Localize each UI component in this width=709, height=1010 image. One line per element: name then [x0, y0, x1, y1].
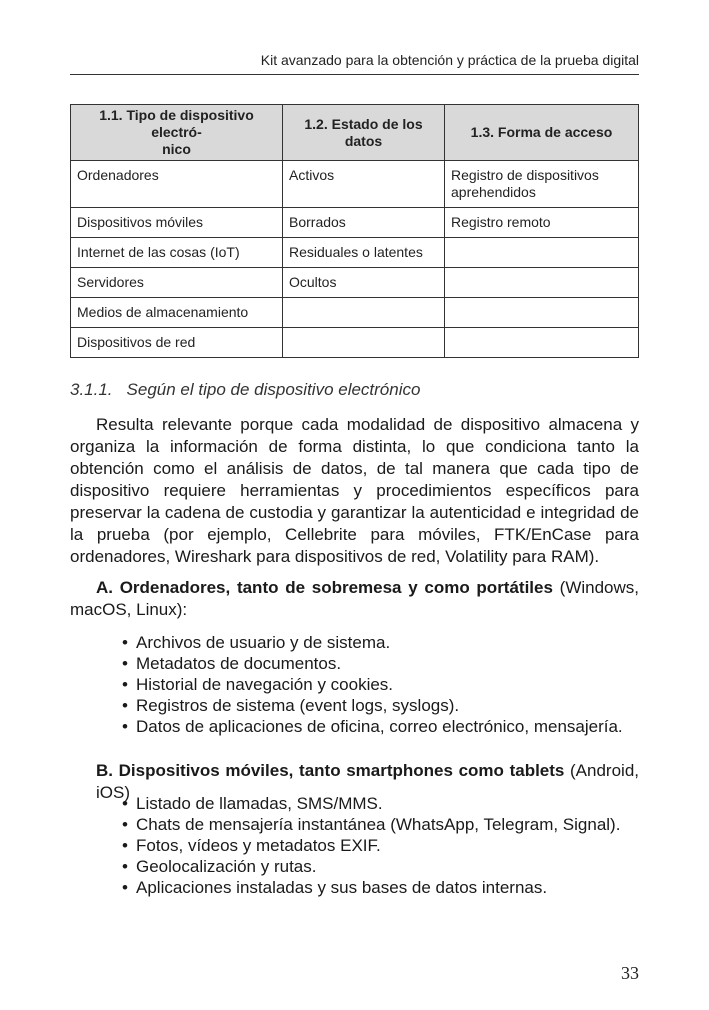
subsection-a-title: A. Ordenadores, tanto de sobremesa y como portátiles: [96, 578, 553, 597]
table-row: [71, 268, 639, 298]
list-item: • Listado de llamadas, SMS/MMS.: [122, 793, 620, 814]
subsection-b-title: B. Dispositivos móviles, tanto smartphones como tablets: [96, 761, 565, 780]
column-header-data-state: 1.2. Estado de los datos: [283, 105, 445, 161]
table-cell: Medios de almacenamiento: [71, 298, 283, 328]
running-header: Kit avanzado para la obtención y práctica de la prueba digital: [70, 52, 639, 75]
subsection-b-list: [122, 793, 620, 898]
table-cell: Internet de las cosas (IoT): [71, 238, 283, 268]
column-header-device-type: [71, 105, 283, 161]
table-row: [71, 161, 639, 208]
section-heading: [70, 380, 420, 400]
table-cell: [445, 328, 639, 358]
table-row: [71, 328, 639, 358]
list-item: • Fotos, vídeos y metadatos EXIF.: [122, 835, 620, 856]
table-cell: Registro remoto: [445, 208, 639, 238]
table-row: [71, 298, 639, 328]
list-item: • Aplicaciones instaladas y sus bases de datos internas.: [122, 877, 620, 898]
device-classification-table: [70, 104, 639, 358]
column-header-access-form: 1.3. Forma de acceso: [445, 105, 639, 161]
table-cell: Ocultos: [283, 268, 445, 298]
table-cell: Servidores: [71, 268, 283, 298]
table-cell: Activos: [283, 161, 445, 208]
table-cell: Borrados: [283, 208, 445, 238]
table-row: [71, 208, 639, 238]
table-cell: Dispositivos móviles: [71, 208, 283, 238]
subsection-a-os: (Windows, macOS, Linux):: [70, 578, 640, 619]
table-cell: Registro de dispositivos aprehendidos: [445, 161, 639, 208]
list-item: • Archivos de usuario y de sistema.: [122, 632, 623, 653]
table-cell: Residuales o latentes: [283, 238, 445, 268]
list-item: • Registros de sistema (event logs, syslogs).: [122, 695, 623, 716]
table-cell: [445, 238, 639, 268]
subsection-a-heading: [70, 577, 639, 621]
list-item: • Metadatos de documentos.: [122, 653, 623, 674]
table-header-row: [71, 105, 639, 161]
table-cell: Dispositivos de red: [71, 328, 283, 358]
section-intro-paragraph: Resulta relevante porque cada modalidad de dispositivo almacena y organiza la información de forma distinta, lo que condiciona tanto la obtención como el análisis de datos, de tal manera que cada tipo de dispositivo requiere herramientas y procedimientos específicos para preservar la cadena de custodia y garantizar la autenticidad e integridad de la prueba (por ejemplo, Cellebrite para móviles, FTK/EnCase para ordenadores, Wireshark para dispositivos de red, Volatility para RAM).: [70, 415, 639, 566]
list-item: • Geolocalización y rutas.: [122, 856, 620, 877]
list-item: • Datos de aplicaciones de oficina, correo electrónico, mensajería.: [122, 716, 623, 737]
table-cell: Ordenadores: [71, 161, 283, 208]
header-line: 1.1. Tipo de dispositivo electró-: [99, 107, 254, 140]
page-number: 33: [621, 963, 639, 983]
table-cell: [283, 328, 445, 358]
subsection-a-list: [122, 632, 623, 737]
table-row: [71, 238, 639, 268]
subsection-b-os: (Android, iOS): [96, 761, 639, 802]
header-line: nico: [162, 141, 191, 157]
section-title: Según el tipo de dispositivo electrónico: [126, 380, 421, 399]
table-cell: [283, 298, 445, 328]
table-cell: [445, 268, 639, 298]
section-number: 3.1.1.: [70, 380, 113, 399]
table-cell: [445, 298, 639, 328]
list-item: • Chats de mensajería instantánea (WhatsApp, Telegram, Signal).: [122, 814, 620, 835]
list-item: • Historial de navegación y cookies.: [122, 674, 623, 695]
